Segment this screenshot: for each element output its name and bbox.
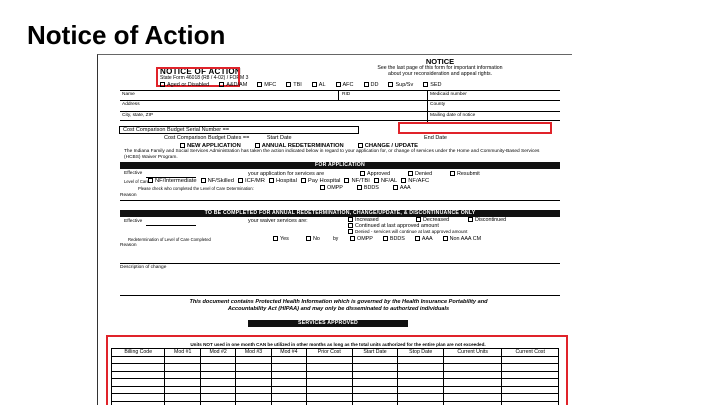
id-row-name bbox=[120, 90, 560, 100]
completed-by-option[interactable]: Non AAA CM bbox=[443, 236, 481, 242]
address-label: Address bbox=[122, 102, 140, 107]
completed-by-option[interactable]: OMPP bbox=[320, 185, 343, 191]
grid-divider bbox=[338, 90, 339, 100]
loc-completed-by-options bbox=[350, 236, 481, 242]
table-row bbox=[112, 401, 559, 405]
table-header-row bbox=[112, 349, 559, 357]
completed-by-option[interactable]: BDDS bbox=[383, 236, 405, 242]
column-header: Current Cost bbox=[502, 349, 559, 357]
completed-by-option[interactable]: AAA bbox=[415, 236, 433, 242]
start-date-label: Start Date bbox=[266, 135, 292, 141]
services-note: Units NOT used in one month CAN be utilized in other months as long as the total units authorized for the entire plan are not exceeded. bbox=[190, 342, 486, 347]
form-number: State Form 46018 (R8 / 4-02) / FORM 3 bbox=[160, 75, 249, 81]
application-type-option[interactable]: CHANGE / UPDATE bbox=[358, 143, 418, 149]
notice-title: NOTICE bbox=[425, 57, 455, 66]
program-checkbox[interactable]: MFC bbox=[257, 82, 276, 88]
level-option[interactable]: NF/TBI bbox=[344, 178, 369, 184]
level-option[interactable]: NF/AL bbox=[374, 178, 397, 184]
services-table bbox=[111, 348, 559, 405]
table-row bbox=[112, 386, 559, 394]
notice-text-2: about your reconsideration and appeal rights. bbox=[387, 71, 493, 77]
column-header: Mod #3 bbox=[236, 349, 271, 357]
application-status-text: your application for services are bbox=[248, 171, 325, 177]
program-checkbox[interactable]: AFC bbox=[336, 82, 354, 88]
table-row bbox=[112, 394, 559, 402]
level-of-care-label: Level of Care bbox=[124, 179, 149, 184]
services-approved-bar: SERVICES APPROVED bbox=[248, 320, 408, 327]
column-header: Prior Cost bbox=[307, 349, 352, 357]
level-option[interactable]: Hospital bbox=[269, 178, 297, 184]
notice-text-1: See the last page of this form for important information bbox=[377, 65, 503, 71]
reason-line bbox=[120, 263, 560, 264]
column-header: Start Date bbox=[352, 349, 398, 357]
program-checkboxes bbox=[160, 82, 442, 88]
table-row bbox=[112, 371, 559, 379]
status-option[interactable]: Approved bbox=[360, 171, 390, 177]
table-row bbox=[112, 379, 559, 387]
program-checkbox[interactable]: TBI bbox=[286, 82, 302, 88]
loc-no-option[interactable]: No bbox=[306, 236, 320, 242]
level-of-care-options bbox=[148, 178, 429, 184]
status-option[interactable]: Resubmit bbox=[450, 171, 480, 177]
level-option[interactable]: ICF/MR bbox=[238, 178, 265, 184]
check-note: Please check who completed the Level of Care Determination: bbox=[138, 186, 254, 191]
table-row bbox=[112, 356, 559, 364]
application-type-option[interactable]: ANNUAL REDETERMINATION bbox=[255, 143, 344, 149]
redetermination-bar: TO BE COMPLETED FOR ANNUAL REDETERMINATION, CHANGE/UPDATE, & DISCONTINUANCE ONLY bbox=[120, 210, 560, 217]
redetermination-effective-label: Effective bbox=[124, 219, 143, 224]
loc-by-label: by bbox=[333, 236, 339, 242]
notice-of-action-form bbox=[97, 54, 572, 405]
column-header: Mod #1 bbox=[165, 349, 200, 357]
completed-by-option[interactable]: OMPP bbox=[350, 236, 373, 242]
notice-header bbox=[360, 59, 520, 77]
phi-notice-line-1: This document contains Protected Health Information which is governed by the Health Insurance Portability and bbox=[189, 299, 488, 305]
name-label: Name bbox=[122, 92, 135, 97]
change-option[interactable]: Decreased bbox=[416, 217, 449, 223]
level-option[interactable]: Pay Hospital bbox=[301, 178, 341, 184]
phi-notice bbox=[116, 299, 561, 313]
id-row-address bbox=[120, 100, 560, 110]
redetermination-reason-label: Reason bbox=[120, 243, 137, 248]
status-option[interactable]: Denied bbox=[408, 171, 432, 177]
slide-title: Notice of Action bbox=[27, 20, 226, 50]
rid-label: RID bbox=[342, 92, 351, 97]
county-label: County bbox=[430, 102, 446, 107]
id-row-city bbox=[120, 111, 560, 121]
column-header: Billing Code bbox=[112, 349, 165, 357]
grid-divider bbox=[427, 90, 428, 122]
reason-line bbox=[120, 200, 560, 201]
program-checkbox[interactable]: DD bbox=[364, 82, 379, 88]
change-option[interactable]: Denied - services will continue at last approved amount bbox=[348, 229, 467, 234]
application-type-option[interactable]: NEW APPLICATION bbox=[180, 143, 241, 149]
column-header: Current Units bbox=[443, 349, 502, 357]
end-date-highlight-box bbox=[398, 122, 552, 134]
loc-completed-label: Redetermination of Level of Care Completed bbox=[128, 237, 211, 242]
budget-serial-field[interactable] bbox=[119, 126, 359, 134]
application-reason-label: Reason bbox=[120, 193, 137, 198]
budget-serial-label: Cost Comparison Budget Serial Number == bbox=[123, 127, 230, 133]
effective-line bbox=[146, 225, 196, 226]
level-option[interactable]: NF/AFC bbox=[401, 178, 429, 184]
form-title: NOTICE OF ACTION bbox=[160, 67, 241, 76]
mailing-date-label: Mailing date of notice bbox=[430, 113, 476, 118]
completed-by-options bbox=[320, 185, 411, 191]
end-date-label: End Date bbox=[424, 135, 447, 141]
program-checkbox[interactable]: AL bbox=[312, 82, 326, 88]
change-option[interactable]: Continued at last approved amount bbox=[348, 223, 439, 229]
program-checkbox[interactable]: SED bbox=[423, 82, 441, 88]
effective-label: Effective bbox=[124, 171, 143, 176]
medicaid-label: Medicaid number bbox=[430, 92, 467, 97]
program-checkbox[interactable]: Sup/Sv bbox=[388, 82, 413, 88]
loc-yes-option[interactable]: Yes bbox=[273, 236, 289, 242]
intro-text: The Indiana Family and Social Services Administration has taken the action indicated below in regard to your application for, or change of services under the Home and Community-Based Services (HCBS) Waiver Program. bbox=[124, 149, 540, 160]
budget-dates bbox=[164, 135, 308, 141]
description-line bbox=[120, 295, 560, 296]
completed-by-option[interactable]: AAA bbox=[393, 185, 411, 191]
table-row bbox=[112, 364, 559, 372]
level-option[interactable]: NF/Skilled bbox=[201, 178, 234, 184]
for-application-bar: FOR APPLICATION bbox=[120, 162, 560, 169]
budget-dates-label: Cost Comparison Budget Dates == bbox=[164, 135, 250, 141]
waiver-services-text: your waiver services are: bbox=[248, 218, 308, 224]
program-checkbox[interactable]: Aged or Disabled bbox=[160, 82, 209, 88]
completed-by-option[interactable]: BDDS bbox=[357, 185, 379, 191]
city-label: City, state, ZIP bbox=[122, 113, 154, 118]
column-header: Stop Date bbox=[398, 349, 443, 357]
column-header: Mod #2 bbox=[200, 349, 235, 357]
change-option[interactable]: Discontinued bbox=[468, 217, 506, 223]
column-header: Mod #4 bbox=[271, 349, 306, 357]
phi-notice-line-2: Accountability Act (HIPAA) and may only be disseminated to authorized individuals bbox=[227, 306, 450, 312]
level-option[interactable]: NF/Intermediate bbox=[148, 178, 197, 184]
program-checkbox[interactable]: A&D/AM bbox=[219, 82, 247, 88]
change-description-label: Description of change bbox=[120, 265, 167, 270]
change-option[interactable]: Increased bbox=[348, 217, 379, 223]
